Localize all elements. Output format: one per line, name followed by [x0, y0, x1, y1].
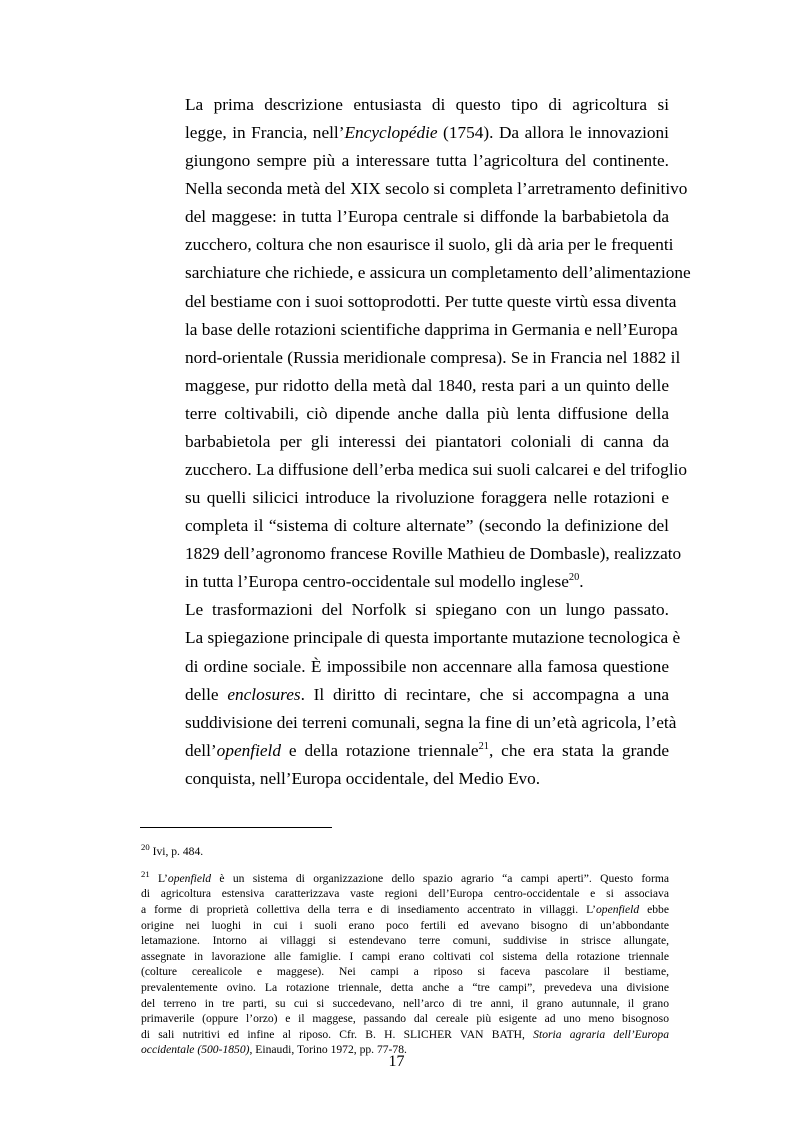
footnote-ref: 21: [141, 868, 150, 879]
text-line: in tutta l’Europa centro-occidentale sul modello inglese$^{20}$.: [185, 572, 584, 592]
text-line: completa il “sistema di colture alternate” (secondo la definizione del: [185, 516, 669, 536]
paragraph: [141, 91, 691, 596]
text-line: $^{21}$ L’openfield è un sistema di organizzazione dello spazio agrario “a campi aperti”. Questo forma: [141, 868, 669, 885]
text-line: del terreno in tre parti, su cui si succedevano, nell’arco di tre anni, il grano autunnale, il grano: [141, 996, 669, 1010]
italic-text: Storia agraria dell’Europa: [533, 1027, 669, 1041]
italic-text: Encyclopédie: [344, 123, 438, 143]
text-line: occidentale (500-1850), Einaudi, Torino 1972, pp. 77-78.: [141, 1043, 407, 1057]
text-line: del bestiame con i suoi sottoprodotti. Per tutte queste virtù essa diventa: [185, 291, 677, 311]
italic-text: openfield: [595, 902, 640, 916]
italic-text: enclosures: [227, 684, 301, 704]
text-line: legge, in Francia, nell’Encyclopédie (1754). Da allora le innovazioni: [185, 123, 669, 143]
text-line: $^{20}$ Ivi, p. 484.: [141, 841, 204, 858]
text-line: suddivisione dei terreni comunali, segna la fine di un’età agricola, l’età: [185, 712, 677, 732]
italic-text: openfield: [216, 740, 281, 760]
text-line: terre coltivabili, ciò dipende anche dalla più lenta diffusione della: [185, 403, 669, 423]
text-line: la base delle rotazioni scientifiche dapprima in Germania e nell’Europa: [185, 319, 678, 339]
text-line: a forme di proprietà collettiva della terra e di insediamento accentrato in villaggi. L’openfield ebbe: [141, 902, 669, 916]
italic-text: occidentale (500-1850): [141, 1043, 250, 1057]
text-line: di sali nutritivi ed infine al riposo. Cfr. B. H. SLICHER VAN BATH, Storia agraria dell’Europa: [141, 1027, 669, 1041]
text-line: La prima descrizione entusiasta di questo tipo di agricoltura si: [185, 95, 669, 114]
text-line: 1829 dell’agronomo francese Roville Mathieu de Dombasle), realizzato: [185, 544, 682, 564]
text-line: zucchero, coltura che non esaurisce il suolo, gli dà aria per le frequenti: [185, 235, 674, 255]
text-line: nord-orientale (Russia meridionale compresa). Se in Francia nel 1882 il: [185, 347, 681, 367]
text-line: giungono sempre più a interessare tutta l’agricoltura del continente.: [185, 151, 669, 171]
text-line: di ordine sociale. È impossibile non accennare alla famosa questione: [185, 656, 669, 676]
footnote-ref: 20: [141, 841, 150, 852]
text-line: origine nei luoghi in cui i suoli erano poco fertili ed avevano bisogno di un’abbondante: [141, 918, 669, 932]
text-line: (colture cerealicole e maggese). Nei campi a riposo si faceva pascolare il bestiame,: [141, 965, 669, 979]
text-line: maggese, pur ridotto della metà dal 1840, resta pari a un quinto delle: [185, 375, 669, 395]
italic-text: openfield: [167, 871, 212, 885]
page-number: 17: [388, 1053, 405, 1070]
text-line: zucchero. La diffusione dell’erba medica sui suoli calcarei e del trifoglio: [185, 460, 688, 480]
text-line: prevalentemente ovino. La rotazione triennale, detta anche a “tre campi”, prevedeva una divisione: [141, 980, 669, 994]
body-text: [141, 91, 691, 793]
text-line: su quelli silicici introduce la rivoluzione foraggera nelle rotazioni e: [185, 488, 669, 508]
text-line: conquista, nell’Europa occidentale, del Medio Evo.: [185, 768, 541, 788]
footnote: [141, 868, 669, 1058]
footnotes: [141, 832, 669, 1070]
text-line: Le trasformazioni del Norfolk si spiegano con un lungo passato.: [185, 600, 669, 620]
text-line: dell’openfield e della rotazione triennale$^{21}$, che era stata la grande: [185, 740, 670, 760]
footnote-ref: 20: [568, 572, 580, 584]
text-line: di agricoltura estensiva caratterizzava vaste regioni dell’Europa centro-occidentale e si associava: [141, 887, 669, 901]
text-line: letamazione. Intorno ai villaggi si estendevano terre comuni, suddivise in strisce allungate,: [141, 934, 669, 948]
text-line: sarchiature che richiede, e assicura un completamento dell’alimentazione: [185, 263, 691, 283]
paragraph: [141, 596, 681, 793]
text-line: assegnate in lavorazione alle famiglie. I campi erano coltivati col sistema della rotazione triennale: [141, 949, 669, 963]
text-line: delle enclosures. Il diritto di recintare, che si accompagna a una: [185, 684, 670, 704]
text-line: primaverile (oppure l’orzo) e il maggese, passando dal cereale più esigente ad uno meno bisognoso: [141, 1012, 669, 1026]
footnote: [141, 841, 669, 860]
text-line: barbabietola per gli interessi dei piantatori coloniali di canna da: [185, 431, 669, 451]
footnote-ref: 21: [478, 741, 489, 753]
text-line: La spiegazione principale di questa importante mutazione tecnologica è: [185, 628, 681, 648]
text-line: Nella seconda metà del XIX secolo si completa l’arretramento definitivo: [185, 179, 688, 199]
text-line: del maggese: in tutta l’Europa centrale si diffonde la barbabietola da: [185, 207, 669, 227]
footnote-separator: [140, 827, 332, 828]
